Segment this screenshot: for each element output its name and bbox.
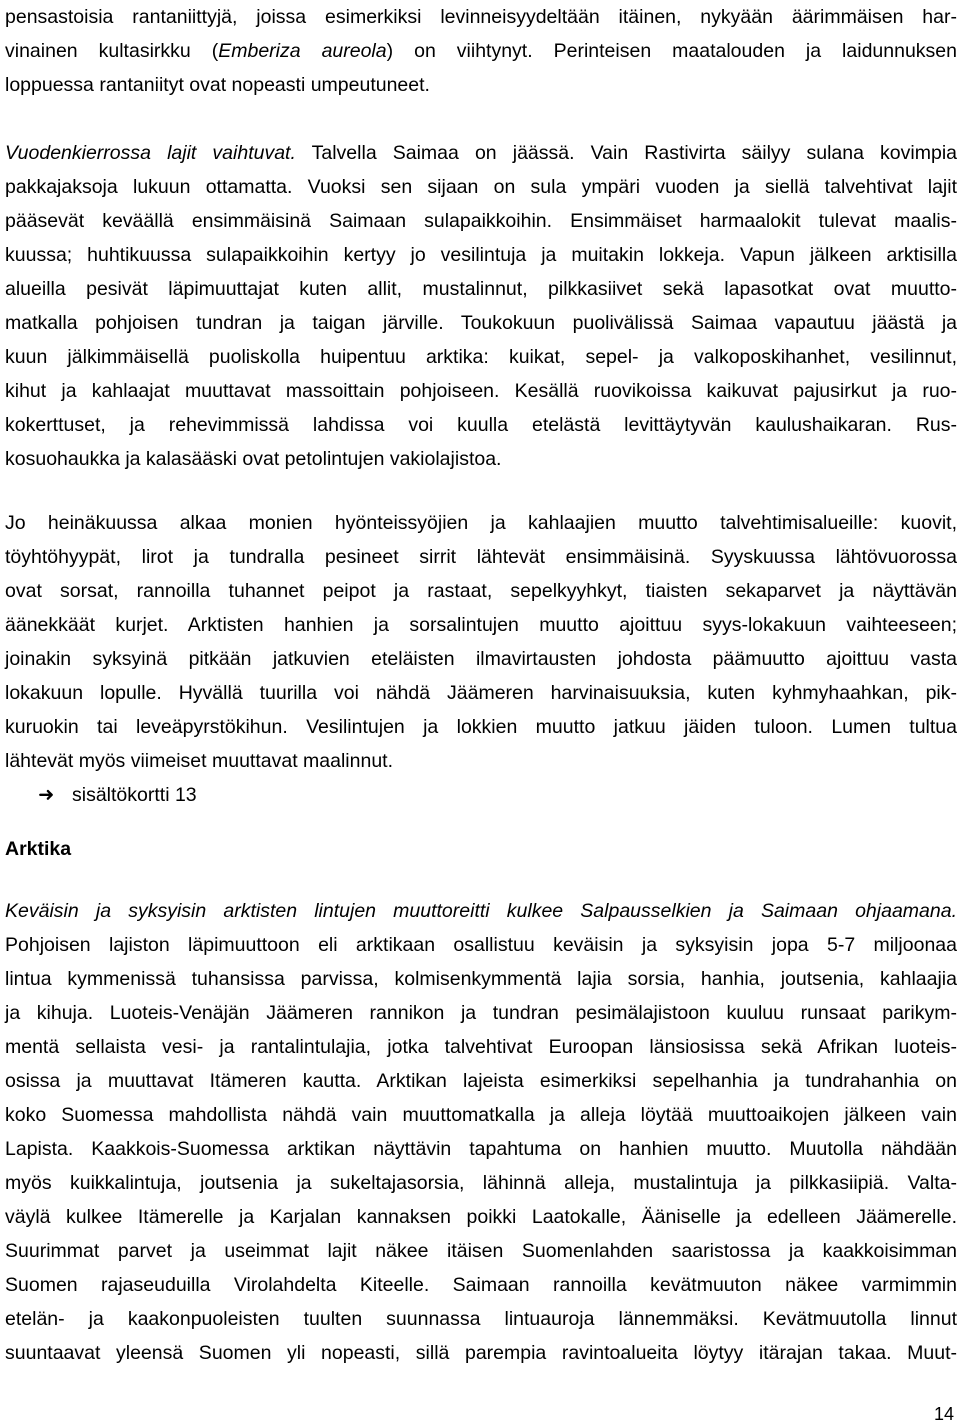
species-latin-name: Emberiza aureola [218, 40, 387, 62]
paragraph-line: etelän- ja kaakonpuoleisten tuulten suunnassa lintuauroja lännemmäksi. Kevätmuutolla linnut [5, 1308, 957, 1330]
lead-sentence: Keväisin ja syksyisin arktisten lintujen muuttoreitti kulkee Salpausselkien ja Saimaan ohjaamana. [5, 900, 957, 922]
paragraph-line: pääsevät keväällä ensimmäisinä Saimaan sulapaikkoihin. Ensimmäiset harmaalokit tulevat maalis- [5, 210, 957, 232]
cross-reference[interactable] [5, 778, 957, 812]
paragraph-line: matkalla pohjoisen tundran ja taigan järville. Toukokuun puolivälissä Saimaa vapautuu jäästä ja [5, 312, 957, 334]
paragraph-line: pensastoisia rantaniittyjä, joissa esimerkiksi levinneisyydeltään itäinen, nykyään äärimmäisen har- [5, 6, 957, 28]
paragraph-line [5, 894, 957, 928]
section-heading: Arktika [5, 838, 72, 860]
paragraph-line: kuruokin tai leveäpyrstökihun. Vesilintujen ja lokkien muutto jatkuu jäiden tuloon. Lumen tultua [5, 716, 957, 738]
paragraph-line: Lapista. Kaakkois-Suomessa arktikan näyttävin tapahtuma on hanhien muutto. Muutolla nähdään [5, 1138, 957, 1160]
paragraph-line: myös kuikkalintuja, joutsenia ja sukeltajasorsia, lähinnä alleja, mustalintuja ja pilkkasiipiä. Valta- [5, 1172, 957, 1194]
paragraph-line: Suurimmat parvet ja useimmat lajit näkee itäisen Suomenlahden saaristossa ja kaakkoisimman [5, 1240, 957, 1262]
paragraph-line: kosuohaukka ja kalasääski ovat petolintujen vakiolajistoa. [5, 448, 502, 470]
cross-reference-text[interactable]: sisältökortti 13 [72, 784, 197, 806]
page-number: 14 [933, 1404, 954, 1424]
intro-paragraph [5, 0, 957, 102]
paragraph-line: lokakuun lopulle. Hyvällä tuurilla voi nähdä Jäämeren harvinaisuuksia, kuten kyhmyhaahkan, pik- [5, 682, 957, 704]
autumn-paragraph [5, 506, 957, 778]
paragraph-line: Vuodenkierrossa lajit vaihtuvat. Talvella Saimaa on jäässä. Vain Rastivirta säilyy sulana kovimpia [5, 142, 957, 164]
paragraph-line: Pohjoisen lajiston läpimuuttoon eli arktikaan osallistuu keväisin ja syksyisin jopa 5-7 miljoonaa [5, 934, 957, 956]
paragraph-line: loppuessa rantaniityt ovat nopeasti umpeutuneet. [5, 74, 430, 96]
paragraph-line: kokerttuset, ja rehevimmissä lahdissa voi kuulla etelästä levittäytyvän kaulushaikaran. Rus- [5, 414, 957, 436]
paragraph-line: Suomen rajaseuduilla Virolahdelta Kiteelle. Saimaan rannoilla kevätmuuton näkee varmimmin [5, 1274, 957, 1296]
paragraph-line: osissa ja muuttavat Itämeren kautta. Arktikan lajeista esimerkiksi sepelhanhia ja tundrahanhia on [5, 1070, 957, 1092]
paragraph-line: töyhtöhyypät, lirot ja tundralla pesineet sirrit lähtevät ensimmäisinä. Syyskuussa lähtövuorossa [5, 546, 957, 568]
paragraph-line: kihut ja kahlaajat muuttavat massoittain pohjoiseen. Kesällä ruovikoissa kaikuvat pajusirkut ja ruo- [5, 380, 957, 402]
paragraph-line: lähtevät myös viimeiset muuttavat maalinnut. [5, 750, 394, 772]
paragraph-line: vinainen kultasirkku (Emberiza aureola) on viihtynyt. Perinteisen maatalouden ja laidunnuksen [5, 40, 957, 62]
paragraph-line: kuun jälkimmäisellä puoliskolla huipentuu arktika: kuikat, sepel- ja valkoposkihanhet, vesilinnut, [5, 346, 957, 368]
paragraph-line: Jo heinäkuussa alkaa monien hyönteissyöjien ja kahlaajien muutto talvehtimisalueille: kuovit, [5, 512, 957, 534]
seasons-paragraph [5, 136, 957, 476]
paragraph-line: pakkajaksoja lukuun ottamatta. Vuoksi sen sijaan on sula ympäri vuoden ja siellä talvehtivat lajit [5, 176, 957, 198]
paragraph-line: ovat sorsat, rannoilla tuhannet peipot ja rastaat, sepelkyyhkyt, tiaisten sekaparvet ja näyttävän [5, 580, 957, 602]
document-page [5, 0, 957, 1370]
paragraph-line: lintua kymmenissä tuhansissa parvissa, kolmisenkymmentä lajia sorsia, hanhia, joutsenia, kahlaajia [5, 968, 957, 990]
arrow-right-icon: ➜ [38, 784, 55, 806]
paragraph-line: koko Suomessa mahdollista nähdä vain muuttomatkalla ja alleja löytää muuttoaikojen jälkeen vain [5, 1104, 957, 1126]
paragraph-line: ja kihuja. Luoteis-Venäjän Jäämeren rannikon ja tundran pesimälajistoon kuuluu runsaat parikym- [5, 1002, 957, 1024]
lead-sentence: Vuodenkierrossa lajit vaihtuvat. [5, 142, 296, 164]
paragraph-line: suuntaavat yleensä Suomen yli nopeasti, sillä parempia ravintoalueita löytyy itärajan takaa. Muut- [5, 1342, 957, 1364]
paragraph-line: väylä kulkee Itämerelle ja Karjalan kannaksen poikki Laatokalle, Ääniselle ja edelleen Jäämerelle. [5, 1206, 957, 1228]
paragraph-line: äänekkäät kurjet. Arktisten hanhien ja sorsalintujen muutto ajoittuu syys-lokakuun vaihteeseen; [5, 614, 957, 636]
paragraph-line: kuussa; huhtikuussa sulapaikkoihin kertyy jo vesilintuja ja muitakin lokkeja. Vapun jälkeen arktisilla [5, 244, 957, 266]
paragraph-line: mentä sellaista vesi- ja rantalintulajia, jotka talvehtivat Euroopan länsiosissa sekä Afrikan luoteis- [5, 1036, 957, 1058]
paragraph-line: alueilla pesivät läpimuuttajat kuten allit, mustalinnut, pilkkasiivet sekä lapasotkat ovat muutto- [5, 278, 957, 300]
arktika-paragraph [5, 894, 957, 1370]
paragraph-line: joinakin syksyinä pitkään jatkuvien eteläisten ilmavirtausten johdosta päämuutto ajoittuu vasta [5, 648, 957, 670]
